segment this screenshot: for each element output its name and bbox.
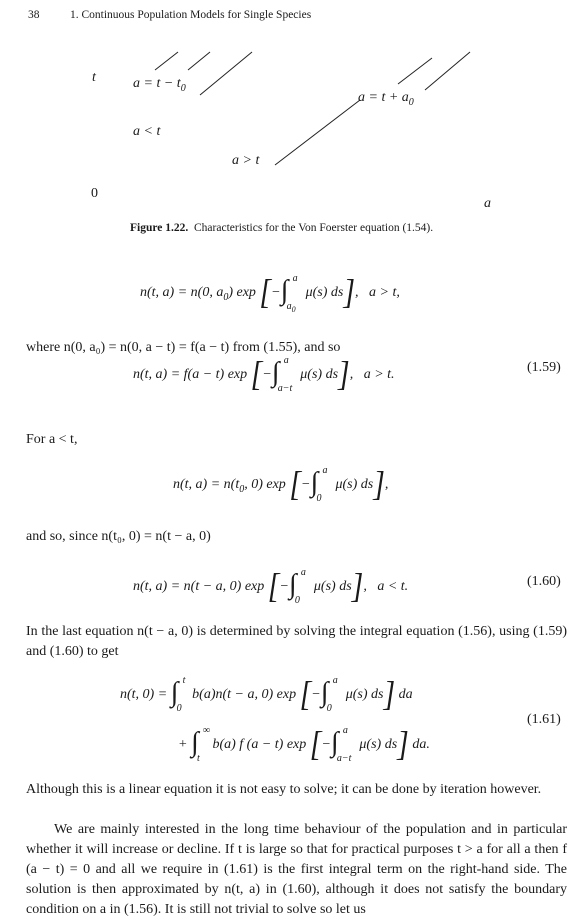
axis-t-label: t	[92, 70, 96, 85]
char-line-3	[200, 52, 252, 95]
equation-1-59: n(t, a) = f(a − t) exp [− ∫ a a−t μ(s) ds], a > t.	[133, 355, 395, 394]
origin-label: 0	[91, 186, 98, 201]
axis-a-label: a	[484, 196, 491, 211]
page-number: 38	[28, 9, 40, 21]
text-since: and so, since n(t₀, 0) = n(t − a, 0)	[26, 529, 211, 544]
text-for: For a < t,	[26, 432, 78, 447]
characteristics-figure	[0, 0, 581, 230]
region-a-gt-t: a > t	[232, 153, 260, 168]
char-line-4	[398, 58, 432, 84]
text-mainly: We are mainly interested in the long time behaviour of the population and in particular whether it will increase or decline. If t is large so that for practical purposes t > a for all a then f (a − t) = 0 and all we require in (1.61) is the first integral term on the right-hand side. The solution is then approximated by n(t, a) in (1.60), although it does not satisfy the boundary condition on a in (1.56). It is still not trivial to solve so let us	[26, 822, 567, 917]
text-where: where n(0, a₀) = n(0, a − t) = f(a − t) from (1.55), and so	[26, 340, 341, 355]
text-last-equation: In the last equation n(t − a, 0) is determined by solving the integral equation (1.56), using (1.59) and (1.60) to get	[26, 624, 567, 659]
region-a-lt-t: a < t	[133, 124, 161, 139]
eqno-1-60: (1.60)	[527, 574, 561, 589]
equation-1-61-line1: n(t, 0) = ∫ t 0 b(a)n(t − a, 0) exp [− ∫ a 0 μ(s) ds] da	[120, 675, 413, 714]
char-label-t0: $a = t - t_0$	[133, 76, 186, 94]
equation-1-60: n(t, a) = n(t − a, 0) exp [− ∫ a 0 μ(s) ds], a < t.	[133, 567, 409, 606]
equation-1-61-line2: + ∫ ∞ t b(a) f (a − t) exp [− ∫ a a−t μ(s) ds] da.	[178, 725, 430, 764]
text-although: Although this is a linear equation it is not easy to solve; it can be done by iteration however.	[26, 782, 542, 797]
equation-a: n(t, a) = n(0, $a_0$) exp [− ∫ a $a_0$ μ(s) ds], a > t,	[140, 273, 400, 314]
eqno-1-61: (1.61)	[527, 712, 561, 727]
char-line-2	[188, 52, 210, 70]
char-line-1	[155, 52, 178, 70]
eqno-1-59: (1.59)	[527, 360, 561, 375]
running-title: 1. Continuous Population Models for Single Species	[70, 9, 312, 21]
equation-b: n(t, $a) = n(t_0$, 0) exp [− ∫ a 0 μ(s) ds],	[173, 465, 389, 504]
char-line-6	[275, 100, 360, 165]
char-label-a0: $a = t + a_0$	[358, 90, 414, 108]
figure-caption: Figure 1.22. Characteristics for the Von Foerster equation (1.54).	[130, 222, 434, 234]
